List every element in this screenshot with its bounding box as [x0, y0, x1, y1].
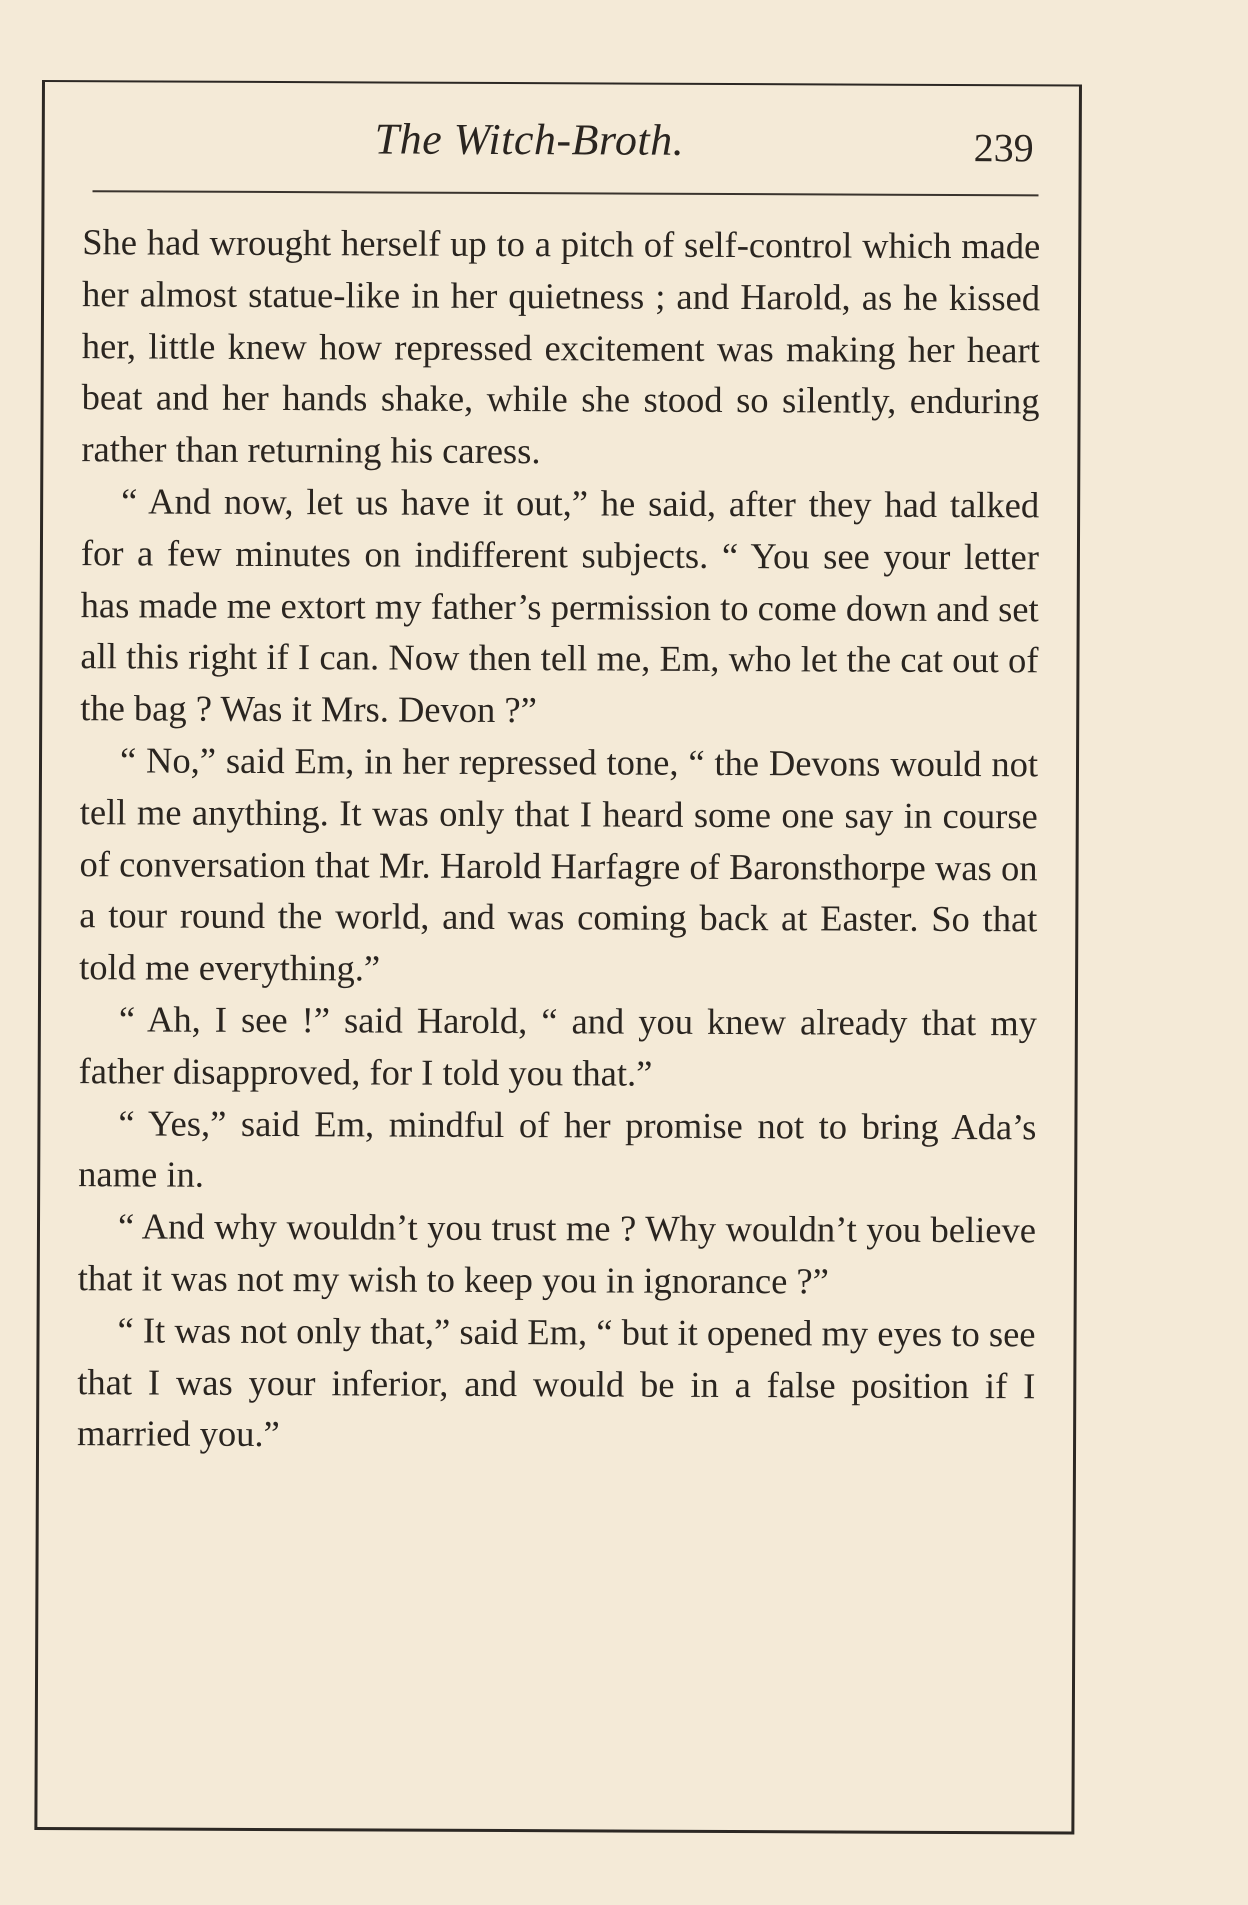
paragraph: “ And why wouldn’t you trust me ? Why wouldn’t you believe that it was not my wish to keep you in ignorance ?” — [77, 1205, 1037, 1302]
paragraph: “ It was not only that,” said Em, “ but it opened my eyes to see that I was your inferior, and would be in a false position if I married you.” — [77, 1309, 1036, 1455]
body-text — [77, 216, 1040, 1463]
paragraph: “ Ah, I see !” said Harold, “ and you knew already that my father disapproved, for I told you that.” — [78, 998, 1037, 1094]
header-rule — [93, 190, 1039, 196]
paragraph: “ And now, let us have it out,” he said, after they had talked for a few minutes on indifferent subjects. “ You see your letter has made me extort my father’s permission to come down and set all this right if I can. Now then tell me, Em, who let the cat out of the bag ? Was it Mrs. Devon ?” — [80, 480, 1040, 731]
running-head — [45, 112, 1079, 177]
paragraph: “ No,” said Em, in her repressed tone, “ the Devons would not tell me anything. It was only that I heard some one say in course of conversation that Mr. Harold Harfagre of Baronsthorpe was on a tour round the world, and was coming back at Easter. So that told me everything.” — [79, 739, 1039, 989]
running-title: The Witch-Broth. — [374, 114, 685, 165]
page-number: 239 — [973, 125, 1034, 171]
paragraph: She had wrought herself up to a pitch of self-control which made her almost statue-like in her quietness ; and Harold, as he kissed her, little knew how repressed excitement was making her heart beat and her hands shake, while she stood so silently, enduring rather than returning his caress. — [81, 221, 1041, 472]
paragraph: “ Yes,” said Em, mindful of her promise not to bring Ada’s name in. — [78, 1101, 1037, 1196]
page-frame — [34, 80, 1082, 1835]
